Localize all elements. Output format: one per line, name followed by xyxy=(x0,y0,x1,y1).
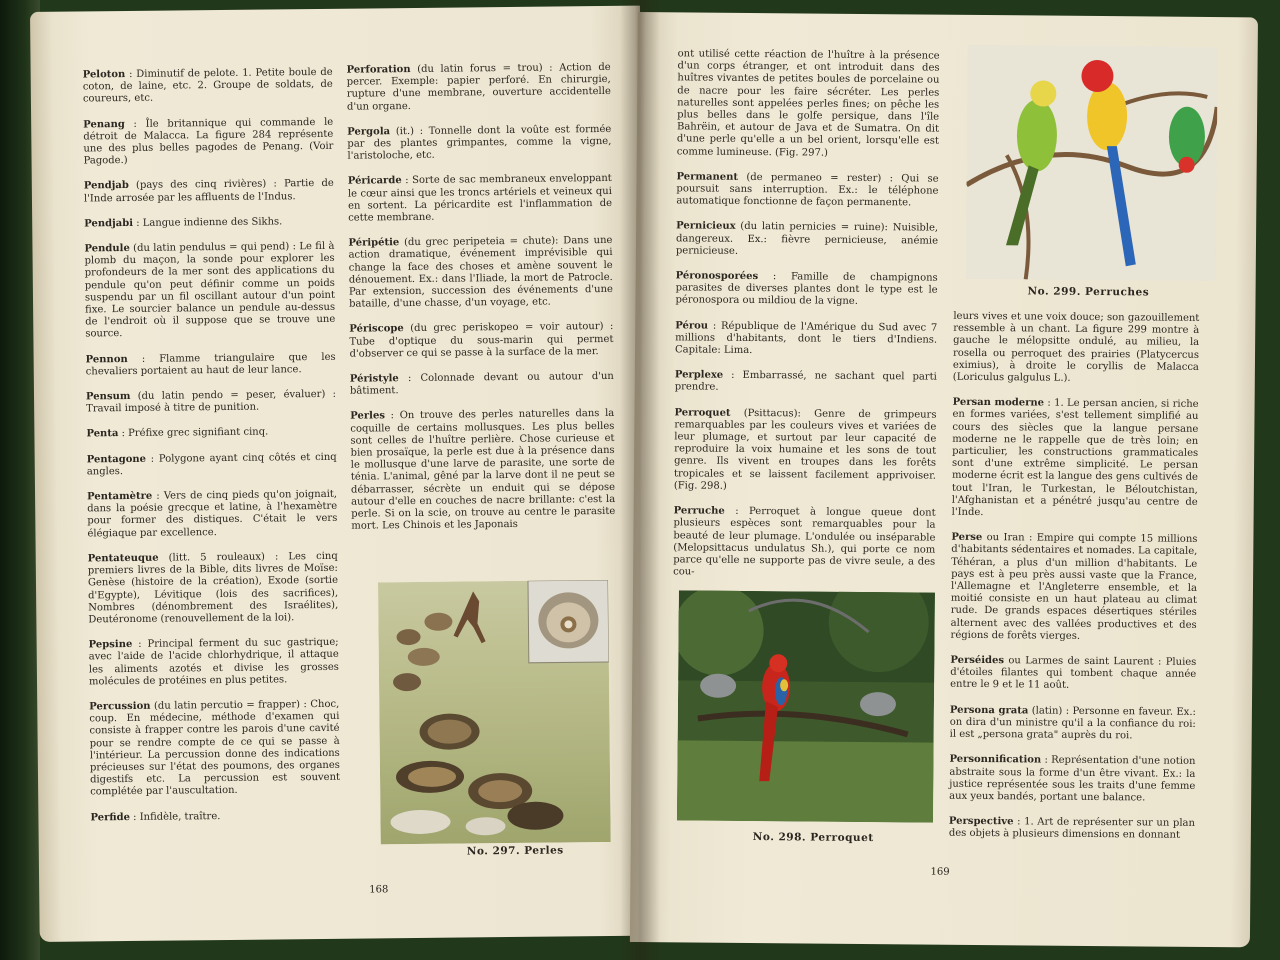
entry-term: Penang xyxy=(83,118,125,131)
entry-term: Perles xyxy=(350,410,385,423)
entry-definition: : Embarrassé, ne sachant quel parti prendre. xyxy=(674,370,937,394)
entry-definition: : Infidèle, traître. xyxy=(129,810,221,823)
dictionary-entry xyxy=(347,62,611,114)
entry-definition: (pays des cinq rivières) : Partie de l'Inde arrosée par les affluents de l'Indus. xyxy=(83,178,334,205)
dictionary-entry xyxy=(86,426,336,441)
dictionary-entry xyxy=(349,321,613,360)
entry-definition: (du latin percutio = frapper) : Choc, coup. En médecine, méthode d'examen qui consiste à frapper contre les parois d'une cavité pour se rendre compte de ce qui se passe à l'intérieur. La percussion donne des indications précieuses sur l'état des poumons, des organes digestifs etc. La percussion est souvent complétée par l'auscultation. xyxy=(89,698,341,798)
dictionary-entry xyxy=(84,216,334,231)
entry-term: Persan moderne xyxy=(952,396,1045,409)
entry-term: Périscope xyxy=(349,323,404,336)
entry-definition: ou Iran : Empire qui compte 15 millions d'habitants sédentaires et nomades. La capitale, Téhéran, a plus d'un million d'habitants. Le pays est à peu près aussi vaste que la France, l'Allemagne et l'Angleterre ensemble, et la moitié consiste en un haut plateau au climat rude. De grands espaces désertiques stériles alternent avec des vallées productives et des régions de forêts vierges. xyxy=(950,532,1198,642)
entry-definition: : Langue indienne des Sikhs. xyxy=(132,216,283,229)
entry-definition: (du grec peripeteia = chute): Dans une action dramatique, événement imprévisible qui change la face des choses et amène souvent le dénouement. Ex.: dans l'Iliade, la mort de Patrocle. Par extension, succession des événements d'une bataille, d'une chasse, d'un voyage, etc. xyxy=(348,235,613,310)
dictionary-entry xyxy=(675,270,937,309)
dictionary-entry xyxy=(350,408,615,533)
entry-term: Perforation xyxy=(346,64,411,76)
dictionary-entry xyxy=(87,451,337,478)
dictionary-entry xyxy=(84,178,334,205)
page-number-left: 168 xyxy=(369,884,389,896)
entry-definition: : Perroquet à longue queue dont plusieurs espèces sont remarquables pour la beauté de leur plumage. L'ondulée ou inséparable (Melopsittacus undulatus Sh.), qui porte ce nom parce qu'elle ne supporte pas de vivre seule, a des cou- xyxy=(673,505,936,578)
left-page xyxy=(30,6,650,942)
entry-definition: : 1. Art de représenter sur un plan des objets à plusieurs dimensions en donnant xyxy=(948,816,1195,842)
dictionary-entry xyxy=(87,489,337,540)
entry-definition: : Vers de cinq pieds qu'on joignait, dans la poésie grecque et latine, à l'hexamètre pour former des distiques. C'était le vers élégiaque par excellence. xyxy=(87,488,338,540)
dictionary-entry xyxy=(350,371,614,398)
dictionary-entry xyxy=(90,809,340,824)
dictionary-entry xyxy=(83,116,333,167)
entry-definition: (du latin pernicies = ruine): Nuisible, dangereux. Ex.: fièvre pernicieuse, anémie pernicieuse. xyxy=(675,221,939,257)
left-page-column-1 xyxy=(83,67,341,837)
entry-term: Penta xyxy=(86,428,119,440)
entry-definition: : Principal ferment du suc gastrique; avec l'aide de l'acide chlorhydrique, il attaque les aliments azotés et divise les grosses molécules de protéines en plus petites. xyxy=(88,636,339,688)
entry-definition: ont utilisé cette réaction de l'huître à la présence d'un corps étranger, et ont introduit dans des huîtres vivantes de petites boules de porcelaine ou de nacre pour les faire sécréter. Les perles naturelles sont appelées perles fines; on pêche les plus belles dans le golfe persique, dans l'île Bahrëin, et autour de Java et de Sumatra. On dit d'une perle qu'elle a un bel orient, lorsqu'elle est comme lumineuse. (Fig. 297.) xyxy=(676,48,940,159)
dictionary-entry xyxy=(675,370,937,397)
entry-term: Pérou xyxy=(675,319,709,332)
entry-term: Personnification xyxy=(949,754,1042,766)
entry-term: Pendjabi xyxy=(84,217,134,230)
dictionary-entry xyxy=(952,397,1199,521)
entry-definition: : Représentation d'une notion abstraite sous la forme d'un être vivant. Ex.: la justice représentée sous les traits d'une femme aux yeux bandés, portant une balance. xyxy=(949,754,1196,804)
entry-term: Perruche xyxy=(673,505,725,517)
entry-definition: (du latin pendulus = qui pend) : Le fil à plomb du maçon, la sonde pour explorer les profondeurs de la mer sont des applications du pendule qu'on peut définir comme un poids suspendu par un fil oscillant autour d'un point fixe. Le sourcier balance un pendule au-dessus de l'endroit où il suppose que se trouve une source. xyxy=(84,240,336,340)
right-page xyxy=(630,12,1258,947)
entry-term: Perséides xyxy=(950,654,1005,667)
entry-definition: (litt. 5 rouleaux) : Les cinq premiers livres de la Bible, dits livres de Moïse: Genèse (histoire de la création), Exode (sortie d'Egypte), Lévitique (lois des sacrifices), Nombres (dénombrement des Israélites), Deutéronome (renouvellement de la loi). xyxy=(87,550,339,626)
entry-definition: : Sorte de sac membraneux enveloppant le cœur ainsi que les troncs artériels et veineux qui en sortent. La péricardite est l'inflammation de cette membrane. xyxy=(347,173,613,224)
entry-term: Perplexe xyxy=(674,369,724,382)
page-number-right: 169 xyxy=(930,866,950,878)
entry-definition: (latin) : Personne en faveur. Ex.: on dira d'un ministre qu'il a la confiance du roi: il est „persona grata" auprès du roi. xyxy=(949,705,1196,742)
entry-term: Perfide xyxy=(90,811,131,823)
entry-definition: (de permaneo = rester) : Qui se poursuit sans interruption. Ex.: le téléphone automatique fonctionne de façon permanente. xyxy=(676,171,939,209)
entry-definition: (du latin pendo = peser, évaluer) : Travail imposé à titre de punition. xyxy=(86,388,337,415)
dictionary-entry xyxy=(949,754,1195,805)
dictionary-entry xyxy=(88,551,339,627)
left-page-column-2 xyxy=(347,62,616,546)
entry-term: Persona grata xyxy=(949,704,1029,717)
entry-definition: : Préfixe grec signifiant cinq. xyxy=(118,426,269,440)
entry-term: Pentagone xyxy=(86,453,147,466)
dictionary-entry xyxy=(348,173,612,225)
entry-term: Percussion xyxy=(89,700,151,713)
entry-definition: ou Larmes de saint Laurent : Pluies d'étoiles filantes qui tombent chaque année entre le 9 et le 11 août. xyxy=(950,655,1197,692)
figure-298-parrot-photo xyxy=(677,590,935,822)
figure-298-caption: No. 298. Perroquet xyxy=(752,831,874,845)
dictionary-entry xyxy=(951,532,1198,644)
right-page-column-1 xyxy=(673,48,940,594)
entry-definition: (it.) : Tonnelle dont la voûte est formée par des plantes grimpantes, comme la vigne, l'aristoloche, etc. xyxy=(347,123,612,162)
dictionary-entry xyxy=(86,351,336,378)
dictionary-entry xyxy=(677,48,940,160)
entry-term: Pepsine xyxy=(88,639,133,651)
dictionary-entry xyxy=(676,221,938,260)
entry-definition: : Colonnade devant ou autour d'un bâtiment. xyxy=(349,370,614,397)
entry-definition: : Diminutif de pelote. 1. Petite boule de coton, de laine, etc. 2. Groupe de soldats, de coureurs, etc. xyxy=(82,66,333,105)
right-page-column-2 xyxy=(949,311,1200,856)
dictionary-entry xyxy=(953,311,1200,386)
dictionary-entry xyxy=(676,171,938,210)
dictionary-entry xyxy=(950,704,1196,743)
entry-term: Pendjab xyxy=(83,180,129,192)
entry-term: Peloton xyxy=(82,69,126,81)
dictionary-entry xyxy=(348,235,613,311)
entry-term: Pentamètre xyxy=(87,490,153,503)
dictionary-entry xyxy=(674,407,937,495)
figure-299-caption: No. 299. Perruches xyxy=(1027,285,1150,299)
dictionary-entry xyxy=(675,320,937,359)
figure-297-pearls-illustration xyxy=(378,580,611,844)
entry-term: Péronosporées xyxy=(675,270,759,283)
entry-term: Pennon xyxy=(85,353,128,366)
entry-term: Perroquet xyxy=(674,407,731,419)
entry-term: Perse xyxy=(951,532,983,544)
dictionary-entry xyxy=(673,505,936,581)
entry-definition: : Île britannique qui commande le détroit de Malacca. La figure 284 représente une des plus belles pagodes de Penang. (Voir Pagode.) xyxy=(83,116,334,167)
dictionary-entry xyxy=(347,124,611,163)
dictionary-entry xyxy=(89,637,339,688)
entry-term: Péricarde xyxy=(347,175,402,188)
entry-term: Pentateuque xyxy=(87,552,159,565)
dictionary-entry xyxy=(86,389,336,416)
entry-term: Péripétie xyxy=(348,237,400,249)
entry-definition: : Polygone ayant cinq côtés et cinq angles. xyxy=(86,451,337,478)
entry-definition: : Famille de champignons parasites de diverses plantes dont le type est le péronospora ou mildiou de la vigne. xyxy=(675,271,938,308)
entry-term: Pergola xyxy=(347,126,391,138)
entry-term: Pendule xyxy=(84,242,130,255)
entry-definition: (Psittacus): Genre de grimpeurs remarquables par les couleurs vives et variées de leur plumage, et surtout par leur capacité de reproduire la voix humaine et les sons de tout genre. Ils vivent en troupes dans les forêts tropicales et se laissent facilement apprivoiser. (Fig. 298.) xyxy=(673,407,937,492)
entry-definition: (du latin forus = trou) : Action de percer. Exemple: papier perforé. En chirurgie, rupture d'une membrane, ouverture accidentelle d'un organe. xyxy=(346,61,611,113)
figure-297-caption: No. 297. Perles xyxy=(466,844,564,858)
entry-definition: (du grec periskopeo = voir autour) : Tube d'optique du sous-marin qui permet d'observer ce qui se passe à la surface de la mer. xyxy=(349,321,614,360)
entry-term: Péristyle xyxy=(349,373,399,385)
entry-term: Pensum xyxy=(85,391,131,403)
entry-definition: : Flamme triangulaire que les chevaliers portaient au haut de leur lance. xyxy=(85,351,336,378)
entry-definition: leurs vives et une voix douce; son gazouillement ressemble à un chant. La figure 299 montre à gauche le mélopsitte ondulé, au milieu, la rosella ou perroquet des prairies (Platycercus eximius), à droite le coryllis de Malacca (Loriculus galgulus L.). xyxy=(952,310,1200,384)
entry-definition: : République de l'Amérique du Sud avec 7 millions d'habitants, dont le tiers d'Indiens. Capitale: Lima. xyxy=(675,320,938,357)
entry-term: Permanent xyxy=(676,171,739,183)
dictionary-entry xyxy=(950,655,1196,694)
dictionary-entry xyxy=(84,241,335,341)
dictionary-entry xyxy=(949,816,1195,843)
entry-term: Perspective xyxy=(948,815,1014,828)
entry-definition: : 1. Le persan ancien, si riche en formes variées, s'est tellement simplifié au cours des siècles que la langue persane moderne ne le rappelle que de très loin; en particulier, les constructions grammaticales sont d'une extrême simplicité. Le persan moderne écrit est la langue des gens cultivés de tout l'Iran, le Turkestan, le Béloutchistan, l'Afghanistan et a pénétré jusqu'au centre de l'Inde. xyxy=(951,397,1199,519)
dictionary-entry xyxy=(89,699,340,799)
entry-definition: : On trouve des perles naturelles dans la coquille de certains mollusques. Les plus belles sont celles de l'huître perlière. Chose curieuse et bien prosaïque, la perle est due à la présence dans le mollusque d'une larve de parasite, une sorte de ténia. L'animal, gêné par la larve dont il ne peut se débarrasser, sécrète un enduit qui se dépose autour d'elle en couches de nacre brillante: c'est la perle. Si on la scie, on trouve au centre le parasite mort. Les Chinois et les Japonais xyxy=(350,408,616,532)
dictionary-entry xyxy=(83,67,333,106)
entry-term: Pernicieux xyxy=(676,220,736,233)
figure-299-budgerigars-photo xyxy=(966,45,1218,281)
